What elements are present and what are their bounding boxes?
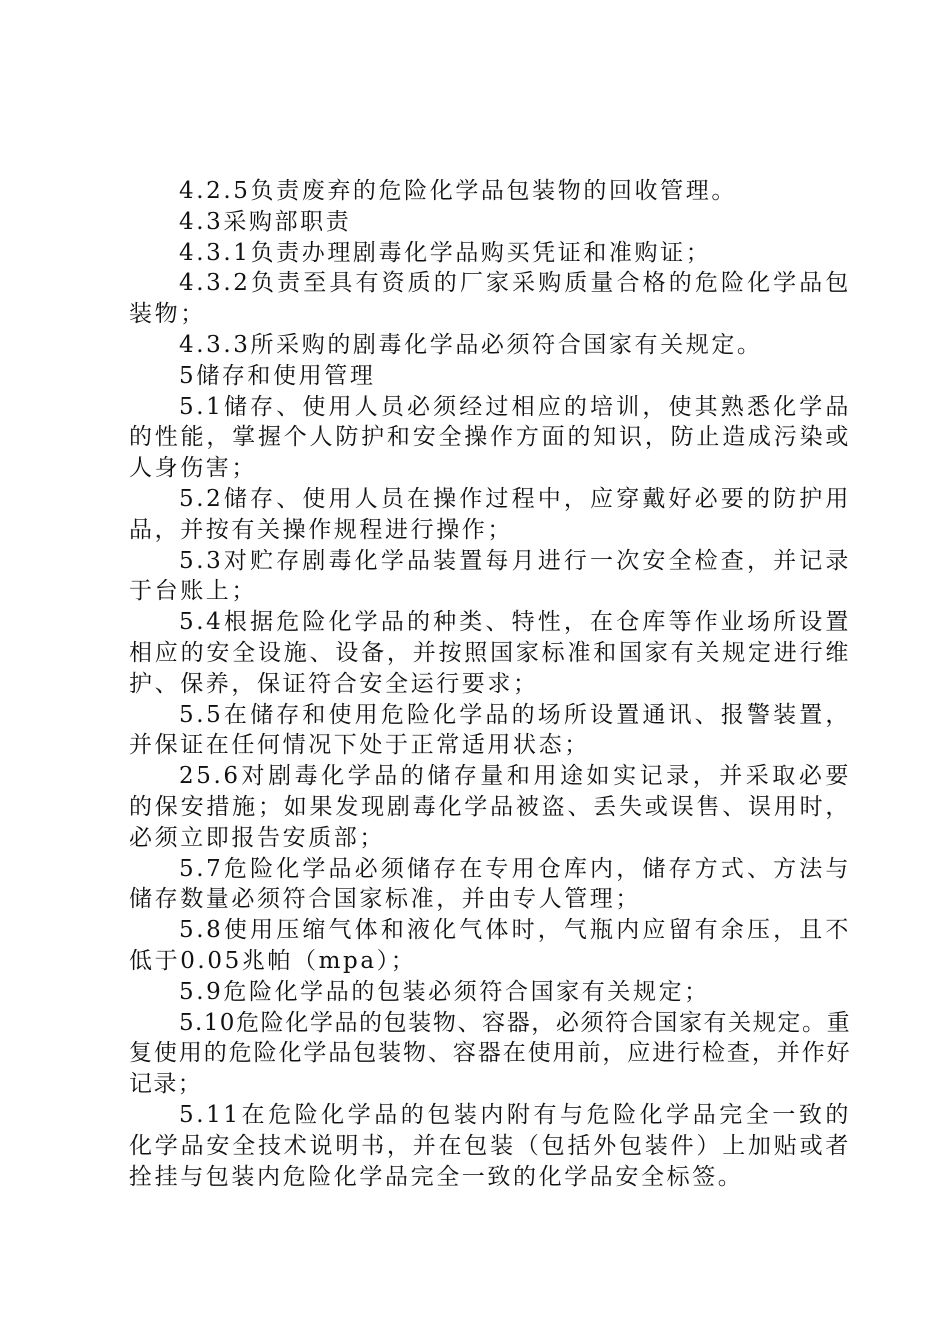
paragraph-5-9: 5.9危险化学品的包装必须符合国家有关规定； — [179, 978, 710, 1005]
paragraph-4-3-2: 4.3.2负责至具有资质的厂家采购质量合格的危险化学品包装物； — [129, 270, 851, 328]
paragraph-5-7: 5.7危险化学品必须储存在专用仓库内，储存方式、方法与储存数量必须符合国家标准，并由专人管理； — [129, 855, 851, 913]
paragraph-5-1: 5.1储存、使用人员必须经过相应的培训，使其熟悉化学品的性能，掌握个人防护和安全操作方面的知识，防止造成污染或人身伤害； — [129, 393, 851, 482]
paragraph-5-2: 5.2储存、使用人员在操作过程中，应穿戴好必要的防护用品，并按有关操作规程进行操作； — [129, 485, 851, 543]
paragraph-5-10: 5.10危险化学品的包装物、容器，必须符合国家有关规定。重复使用的危险化学品包装物、容器在使用前，应进行检查，并作好记录； — [129, 1009, 851, 1098]
paragraph-5-heading: 5储存和使用管理 — [179, 362, 376, 389]
paragraph-4-3-heading: 4.3采购部职责 — [179, 208, 352, 235]
paragraph-5-11: 5.11在危险化学品的包装内附有与危险化学品完全一致的化学品安全技术说明书，并在包装（包括外包装件）上加贴或者拴挂与包装内危险化学品完全一致的化学品安全标签。 — [129, 1101, 851, 1190]
paragraph-4-3-1: 4.3.1负责办理剧毒化学品购买凭证和准购证； — [179, 239, 712, 266]
paragraph-4-3-3: 4.3.3所采购的剧毒化学品必须符合国家有关规定。 — [179, 331, 763, 358]
paragraph-5-3: 5.3对贮存剧毒化学品装置每月进行一次安全检查，并记录于台账上； — [129, 547, 851, 605]
paragraph-5-4: 5.4根据危险化学品的种类、特性，在仓库等作业场所设置相应的安全设施、设备，并按照国家标准和国家有关规定进行维护、保养，保证符合安全运行要求； — [129, 609, 851, 697]
paragraph-5-5: 5.5在储存和使用危险化学品的场所设置通讯、报警装置，并保证在任何情况下处于正常适用状态； — [129, 701, 851, 759]
paragraph-4-2-5: 4.2.5负责废弃的危险化学品包装物的回收管理。 — [179, 178, 737, 204]
paragraph-5-6: 25.6对剧毒化学品的储存量和用途如实记录，并采取必要的保安措施；如果发现剧毒化学品被盗、丢失或误售、误用时，必须立即报告安质部； — [129, 763, 851, 851]
document-body — [129, 176, 851, 1192]
paragraph-5-8: 5.8使用压缩气体和液化气体时，气瓶内应留有余压，且不低于0.05兆帕（mpa）； — [129, 917, 851, 974]
